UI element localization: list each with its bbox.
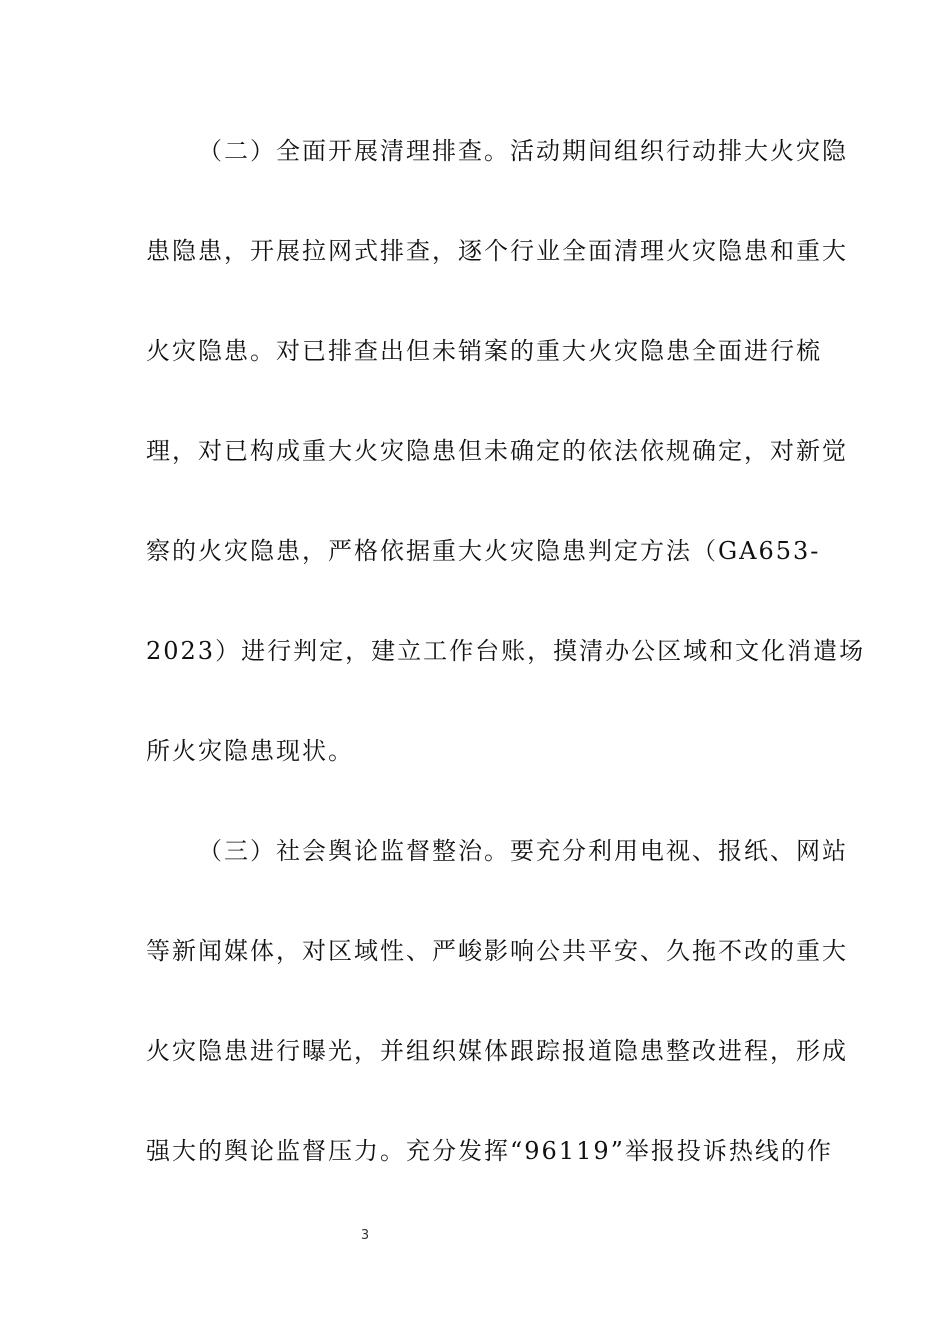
paragraph-1-line-2: 患隐患，开展拉网式排查，逐个行业全面清理火灾隐患和重大 — [146, 237, 848, 265]
paragraph-2-line-2: 等新闻媒体，对区域性、严峻影响公共平安、久拖不改的重大 — [146, 937, 848, 965]
paragraph-2-line-3: 火灾隐患进行曝光，并组织媒体跟踪报道隐患整改进程，形成 — [146, 1037, 848, 1065]
paragraph-2-line-1: （三）社会舆论监督整治。要充分利用电视、报纸、网站 — [198, 837, 848, 865]
page-number: 3 — [360, 1228, 370, 1243]
paragraph-1-line-6: 2023）进行判定，建立工作台账，摸清办公区域和文化消遣场 — [146, 637, 866, 665]
paragraph-1-line-3: 火灾隐患。对已排查出但未销案的重大火灾隐患全面进行梳 — [146, 337, 822, 365]
paragraph-1-line-7: 所火灾隐患现状。 — [146, 737, 354, 765]
paragraph-1-line-5: 察的火灾隐患，严格依据重大火灾隐患判定方法（GA653- — [146, 537, 821, 565]
paragraph-1-line-1: （二）全面开展清理排查。活动期间组织行动排大火灾隐 — [198, 137, 848, 165]
paragraph-1-line-4: 理，对已构成重大火灾隐患但未确定的依法依规确定，对新觉 — [146, 437, 848, 465]
paragraph-2-line-4: 强大的舆论监督压力。充分发挥“96119”举报投诉热线的作 — [146, 1137, 833, 1165]
